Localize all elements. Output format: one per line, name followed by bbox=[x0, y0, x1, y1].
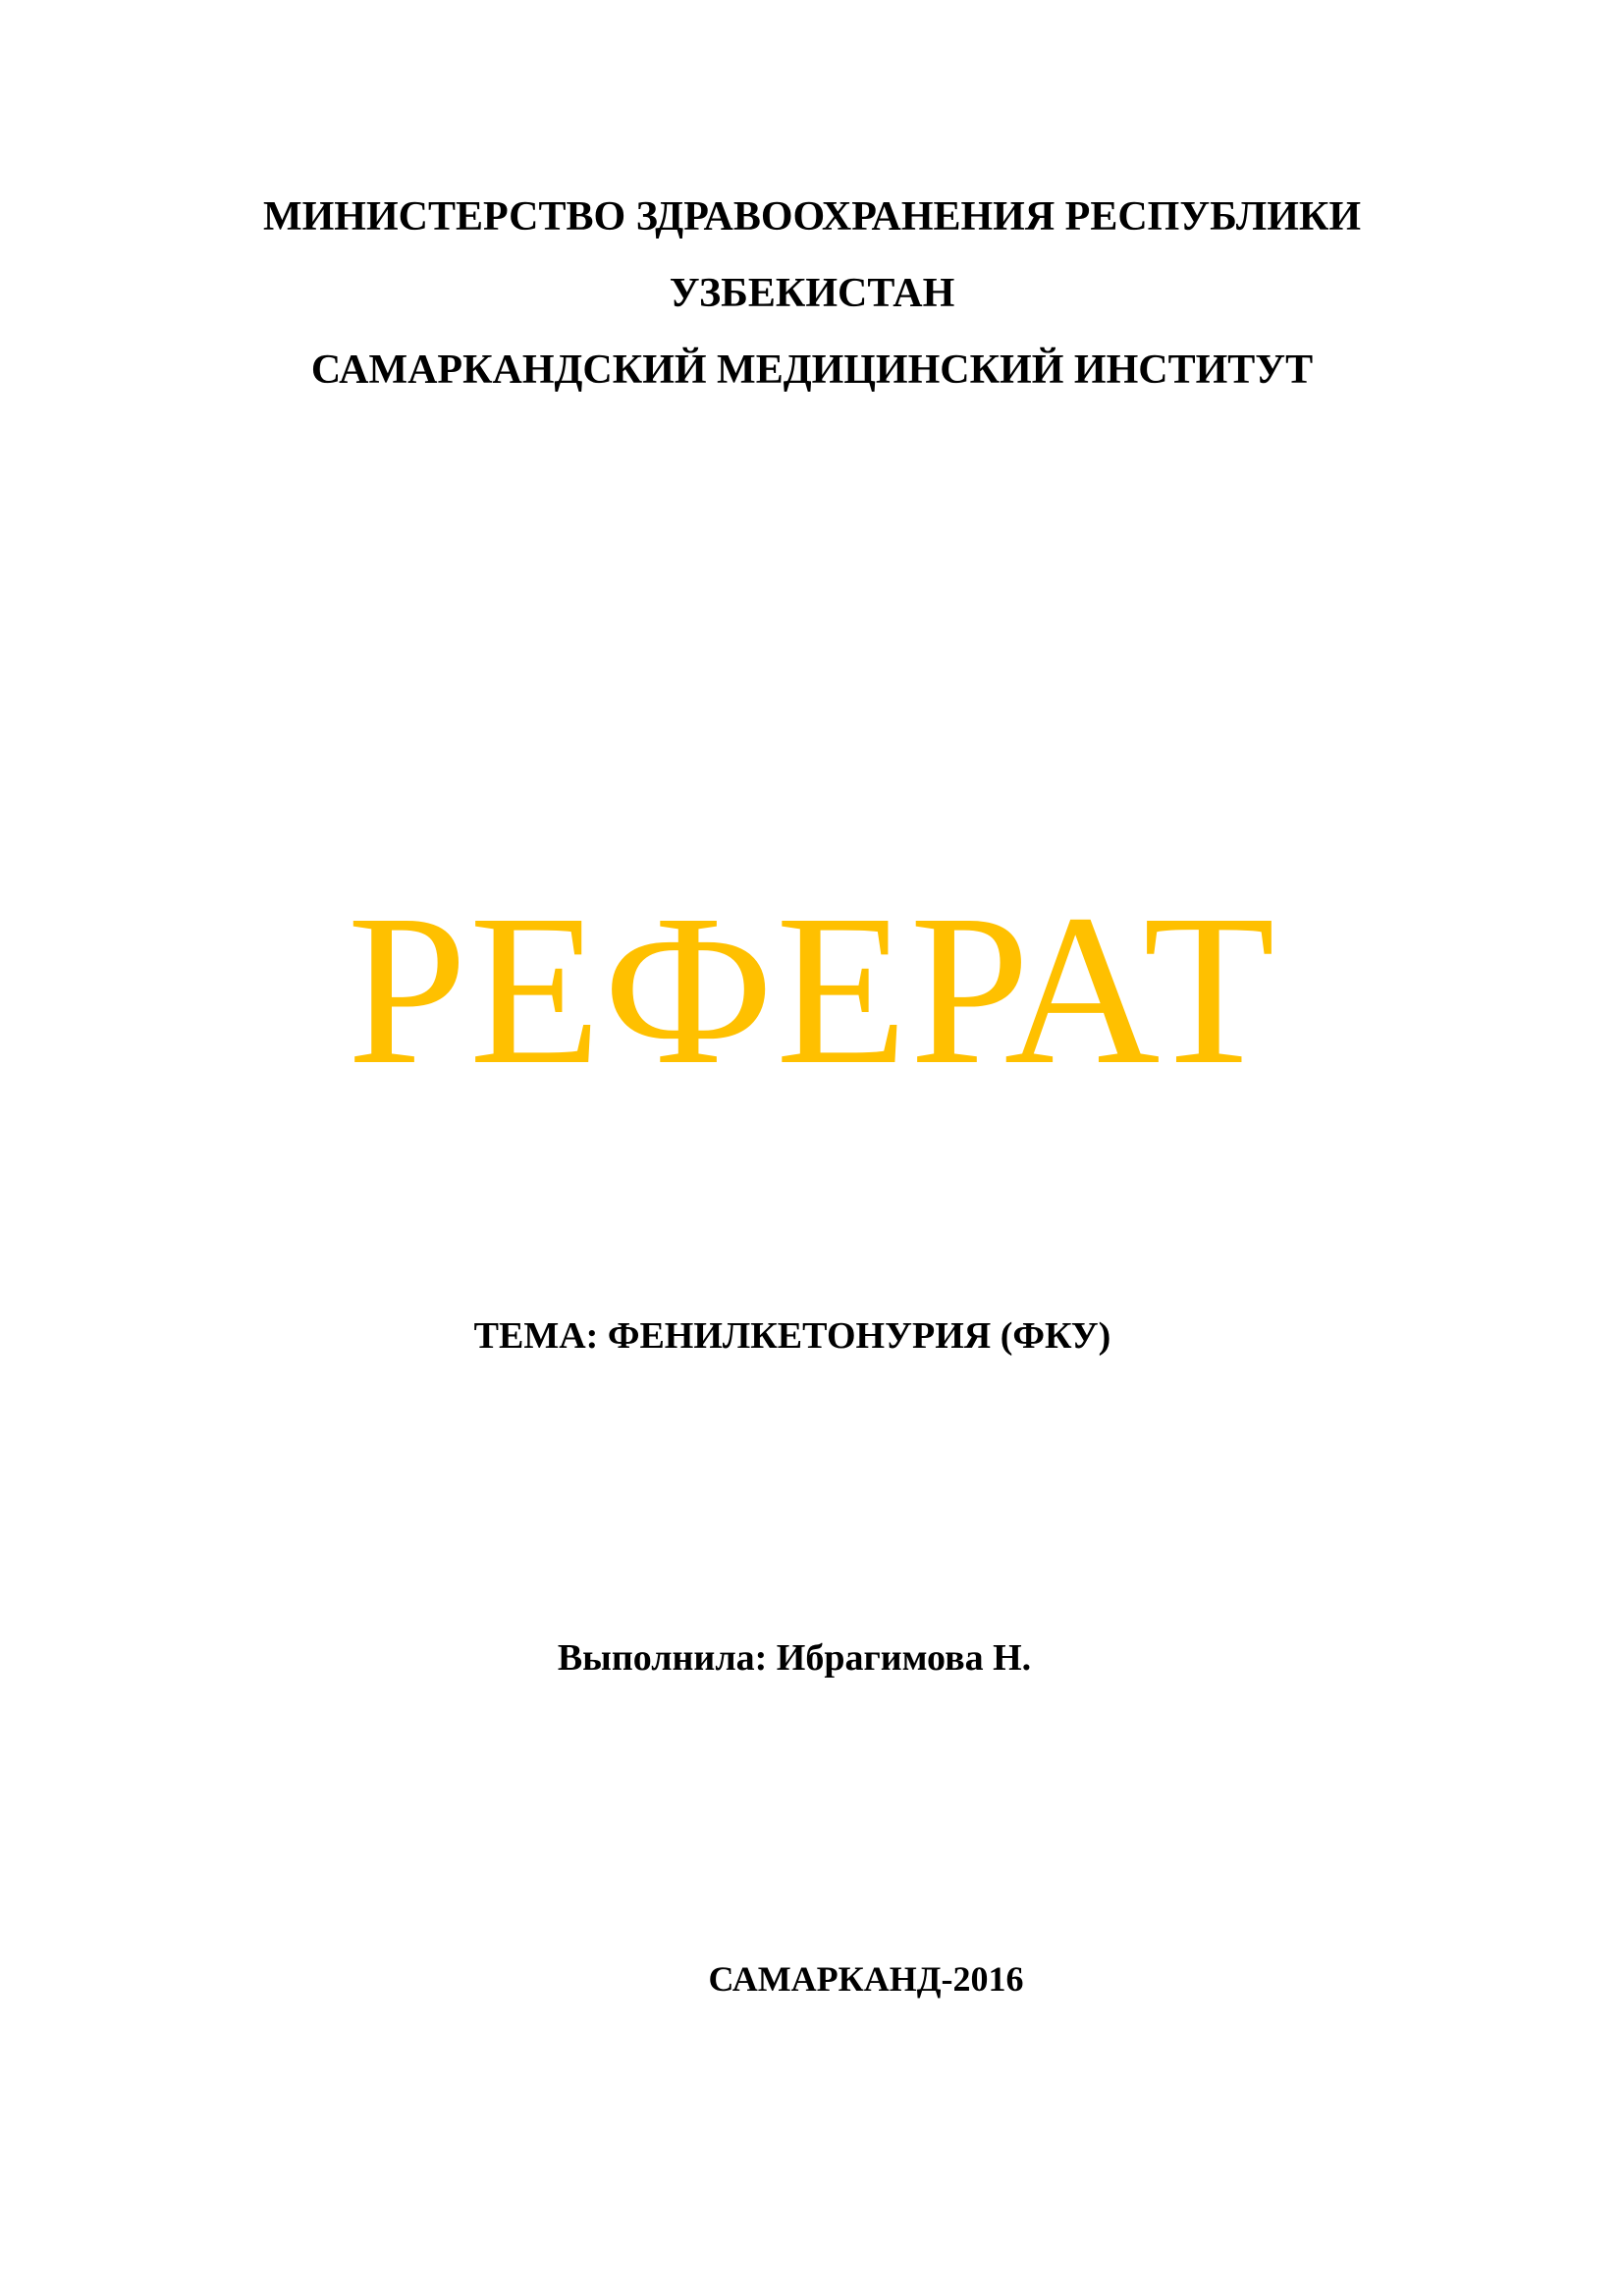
city-year: САМАРКАНД-2016 bbox=[708, 1959, 1024, 1999]
ministry-line-1: МИНИСТЕРСТВО ЗДРАВООХРАНЕНИЯ РЕСПУБЛИКИ bbox=[263, 194, 1361, 240]
document-title: РЕФЕРАТ bbox=[347, 870, 1277, 1109]
author-line: Выполнила: Ибрагимова Н. bbox=[557, 1637, 1032, 1679]
ministry-line-2: УЗБЕКИСТАН bbox=[669, 271, 955, 316]
institute-name: САМАРКАНДСКИЙ МЕДИЦИНСКИЙ ИНСТИТУТ bbox=[310, 347, 1314, 393]
topic-line: ТЕМА: ФЕНИЛКЕТОНУРИЯ (ФКУ) bbox=[473, 1315, 1111, 1357]
